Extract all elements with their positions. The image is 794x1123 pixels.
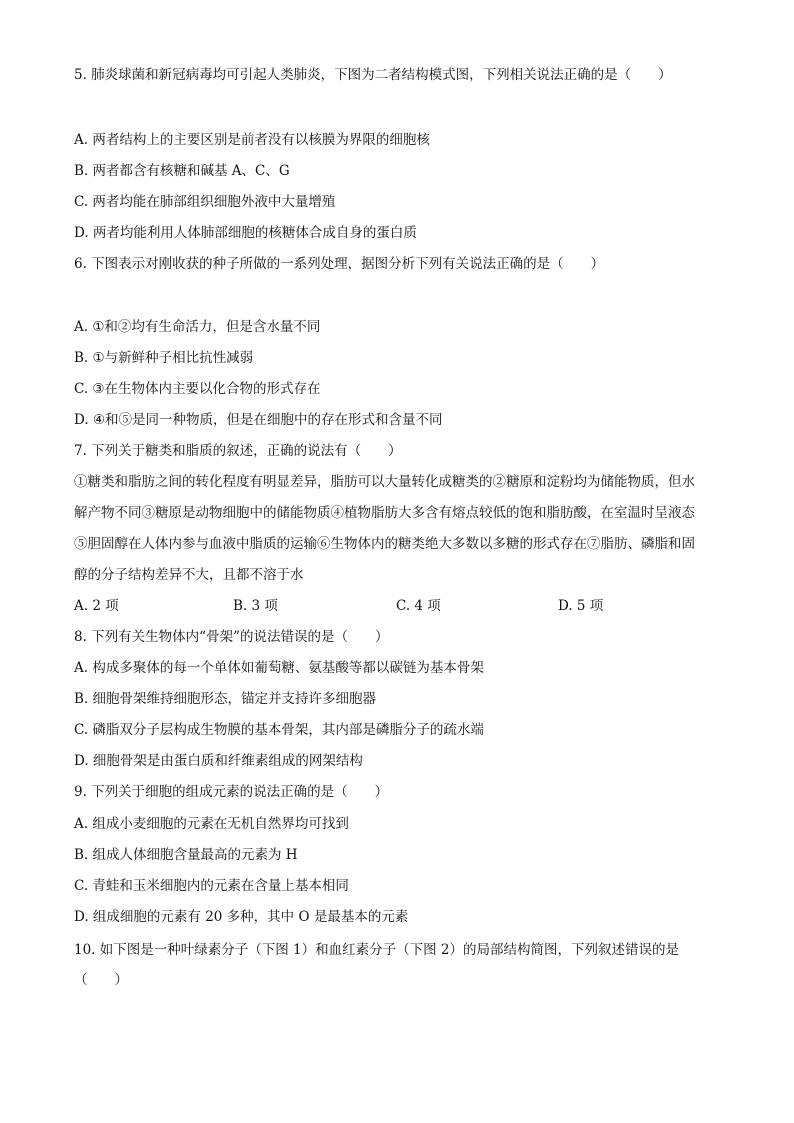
question-9-option-d: D. 组成细胞的元素有 20 多种，其中 O 是最基本的元素 [74,909,409,925]
question-9-option-a: A. 组成小麦细胞的元素在无机自然界均可找到 [74,816,349,832]
question-9-option-b: B. 组成人体细胞含量最高的元素为 H [74,847,298,863]
question-9-option-c: C. 青蛙和玉米细胞内的元素在含量上基本相同 [74,878,349,894]
question-7-option-c: C. 4 项 [396,598,441,614]
question-6-option-b: B. ①与新鲜种子相比抗性减弱 [74,350,254,366]
question-7-body-line: ①糖类和脂肪之间的转化程度有明显差异，脂肪可以大量转化成糖类的②糖原和淀粉均为储能物质，但水 [74,474,695,490]
question-5-option-b: B. 两者都含有核糖和碱基 A、C、G [74,163,290,179]
question-6-option-a: A. ①和②均有生命活力，但是含水量不同 [74,319,321,335]
question-8-option-b: B. 细胞骨架维持细胞形态，锚定并支持许多细胞器 [74,691,377,707]
question-6-stem: 6. 下图表示对刚收获的种子所做的一系列处理，据图分析下列有关说法正确的是（ ） [74,256,605,272]
question-7-body-line: 醇的分子结构差异不大，且都不溶于水 [74,567,304,583]
question-10-stem-continuation: （ ） [74,972,128,988]
question-5-stem: 5. 肺炎球菌和新冠病毒均可引起人类肺炎，下图为二者结构模式图，下列相关说法正确的是（ ） [74,67,672,83]
question-7-option-a: A. 2 项 [74,598,119,614]
question-5-option-a: A. 两者结构上的主要区别是前者没有以核膜为界限的细胞核 [74,132,430,148]
question-8-option-a: A. 构成多聚体的每一个单体如葡萄糖、氨基酸等都以碳链为基本骨架 [74,660,484,676]
question-7-stem: 7. 下列关于糖类和脂质的叙述，正确的说法有（ ） [74,443,402,459]
question-8-option-c: C. 磷脂双分子层构成生物膜的基本骨架，其内部是磷脂分子的疏水端 [74,722,484,738]
question-7-option-b: B. 3 项 [233,598,278,614]
question-7-body-line: 解产物不同③糖原是动物细胞中的储能物质④植物脂肪大多含有熔点较低的饱和脂肪酸，在室温时呈液态 [74,505,695,521]
question-7-option-d: D. 5 项 [558,598,604,614]
question-8-stem: 8. 下列有关生物体内“骨架”的说法错误的是（ ） [74,629,389,645]
question-9-stem: 9. 下列关于细胞的组成元素的说法正确的是（ ） [74,784,389,800]
question-5-option-d: D. 两者均能利用人体肺部细胞的核糖体合成自身的蛋白质 [74,225,417,241]
question-6-option-c: C. ③在生物体内主要以化合物的形式存在 [74,381,321,397]
question-10-stem: 10. 如下图是一种叶绿素分子（下图 1）和血红素分子（下图 2）的局部结构简图，下列叙述错误的是 [74,942,680,958]
question-8-option-d: D. 细胞骨架是由蛋白质和纤维素组成的网架结构 [74,753,363,769]
question-6-option-d: D. ④和⑤是同一种物质，但是在细胞中的存在形式和含量不同 [74,412,443,428]
question-5-option-c: C. 两者均能在肺部组织细胞外液中大量增殖 [74,194,336,210]
question-7-body-line: ⑤胆固醇在人体内参与血液中脂质的运输⑥生物体内的糖类绝大多数以多糖的形式存在⑦脂肪、磷脂和固 [74,536,695,552]
